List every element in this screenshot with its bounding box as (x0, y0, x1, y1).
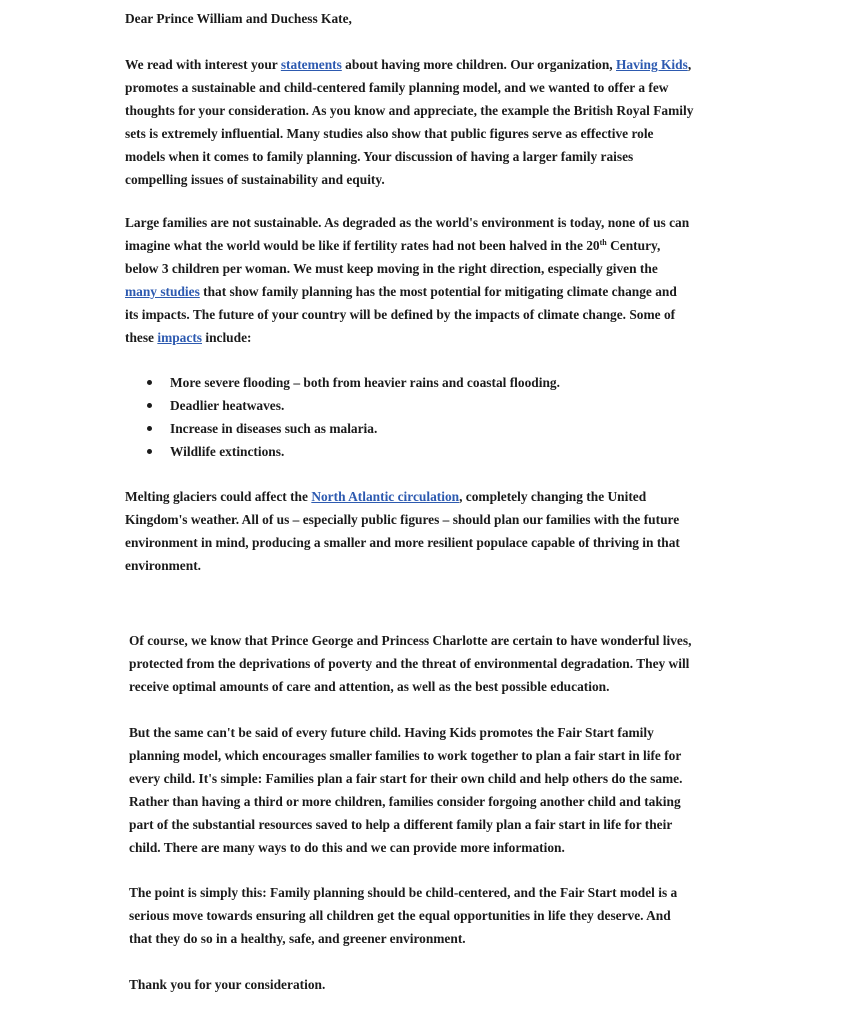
paragraph-line (125, 326, 750, 349)
paragraph-royal-children (129, 629, 754, 698)
paragraph-line: environment. (125, 558, 202, 573)
paragraph-intro (125, 53, 750, 191)
closing-line: Thank you for your consideration. (129, 977, 326, 992)
impacts-list-block (125, 371, 750, 463)
paragraph-line: serious move towards ensuring all children get the equal opportunities in life they deserve. And (129, 908, 671, 923)
paragraph-fair-start (129, 721, 754, 859)
paragraph-point (129, 881, 754, 950)
bullet-icon (147, 380, 152, 385)
paragraph-line: that they do so in a healthy, safe, and greener environment. (129, 931, 466, 946)
closing-block (129, 973, 754, 996)
list-item-text: More severe flooding – both from heavier rains and coastal flooding. (170, 375, 560, 390)
paragraph-line: its impacts. The future of your country will be defined by the impacts of climate change. Some of (125, 307, 676, 322)
list-item-text: Deadlier heatwaves. (170, 398, 285, 413)
paragraph-sustainability (125, 211, 750, 349)
many-studies-link[interactable]: many studies (125, 284, 200, 299)
paragraph-line (125, 234, 750, 257)
paragraph-line: protected from the deprivations of poverty and the threat of environmental degradation. They will (129, 656, 690, 671)
list-item-text: Increase in diseases such as malaria. (170, 421, 378, 436)
text-run: Century, (606, 238, 661, 253)
list-item-text: Wildlife extinctions. (170, 444, 285, 459)
statements-link[interactable]: statements (280, 57, 342, 72)
having-kids-link[interactable]: Having Kids (616, 57, 688, 72)
list-item (125, 371, 750, 394)
list-item (125, 394, 750, 417)
paragraph-line: planning model, which encourages smaller families to work together to plan a fair start in life for (129, 748, 682, 763)
paragraph-glaciers (125, 485, 750, 577)
text-run: that show family planning has the most potential for mitigating climate change and (199, 284, 677, 299)
north-atlantic-link[interactable]: North Atlantic circulation (311, 489, 460, 504)
paragraph-line: every child. It's simple: Families plan a fair start for their own child and help others do the same. (129, 771, 683, 786)
paragraph-line: Kingdom's weather. All of us – especially public figures – should plan our families with the future (125, 512, 680, 527)
paragraph-line: compelling issues of sustainability and equity. (125, 172, 385, 187)
paragraph-line (125, 485, 750, 508)
bullet-icon (147, 403, 152, 408)
paragraph-line: promotes a sustainable and child-centered family planning model, and we wanted to offer a few (125, 80, 669, 95)
paragraph-line: environment in mind, producing a smaller and more resilient populace capable of thriving in that (125, 535, 680, 550)
bullet-icon (147, 426, 152, 431)
paragraph-line: part of the substantial resources saved to help a different family plan a fair start in life for their (129, 817, 673, 832)
paragraph-line (125, 53, 750, 76)
text-run: about having more children. Our organization, (341, 57, 616, 72)
text-run: include: (202, 330, 252, 345)
list-item (125, 440, 750, 463)
bullet-icon (147, 449, 152, 454)
paragraph-line: sets is extremely influential. Many studies also show that public figures serve as effective role (125, 126, 654, 141)
paragraph-line: Rather than having a third or more children, families consider forgoing another child and taking (129, 794, 681, 809)
text-run: imagine what the world would be like if fertility rates had not been halved in the 20 (125, 238, 600, 253)
impacts-list (125, 371, 750, 463)
text-run: these (125, 330, 158, 345)
paragraph-line: child. There are many ways to do this and we can provide more information. (129, 840, 565, 855)
paragraph-line: receive optimal amounts of care and attention, as well as the best possible education. (129, 679, 610, 694)
text-run: , completely changing the United (459, 489, 647, 504)
ordinal-suffix: th (599, 238, 607, 247)
paragraph-line (125, 280, 750, 303)
list-item (125, 417, 750, 440)
paragraph-line: The point is simply this: Family planning should be child-centered, and the Fair Start model is a (129, 885, 678, 900)
text-run: , (687, 57, 692, 72)
paragraph-line: below 3 children per woman. We must keep moving in the right direction, especially given the (125, 261, 658, 276)
paragraph-line: Large families are not sustainable. As degraded as the world's environment is today, none of us can (125, 215, 690, 230)
salutation: Dear Prince William and Duchess Kate, (125, 11, 352, 26)
impacts-link[interactable]: impacts (157, 330, 202, 345)
text-run: We read with interest your (125, 57, 281, 72)
paragraph-line: Of course, we know that Prince George and Princess Charlotte are certain to have wonderful lives, (129, 633, 692, 648)
paragraph-line: models when it comes to family planning. Your discussion of having a larger family raises (125, 149, 634, 164)
text-run: Melting glaciers could affect the (125, 489, 312, 504)
paragraph-line: But the same can't be said of every future child. Having Kids promotes the Fair Start family (129, 725, 654, 740)
paragraph-line: thoughts for your consideration. As you know and appreciate, the example the British Royal Family (125, 103, 694, 118)
salutation-block (125, 7, 750, 30)
